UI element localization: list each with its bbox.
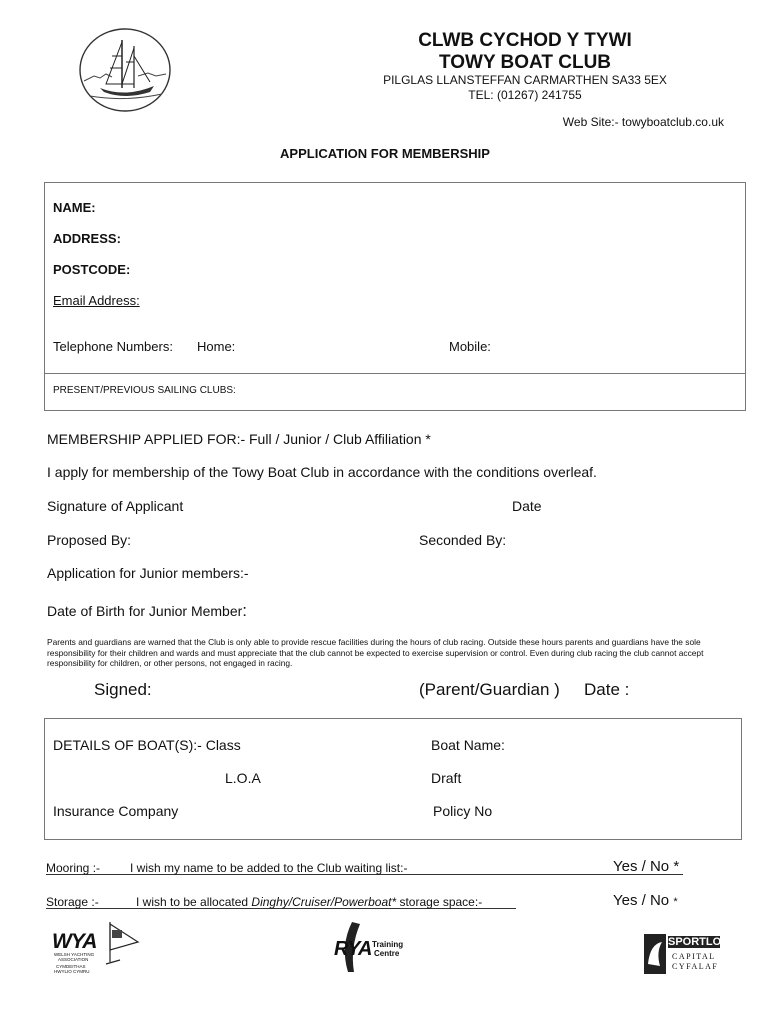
parent-guardian-label: (Parent/Guardian ): [419, 680, 560, 699]
mooring-yes-no: Yes / No *: [613, 858, 680, 875]
form-title: APPLICATION FOR MEMBERSHIP: [280, 146, 490, 161]
policy-number-label: Policy No: [433, 803, 493, 819]
wya-logo-text: WYA: [52, 930, 97, 953]
sportlot-dragon-icon: [644, 934, 666, 974]
rya-training-centre-logo: [330, 920, 412, 976]
storage-yes-no: Yes / No *: [613, 892, 678, 909]
sailing-clubs-label: PRESENT/PREVIOUS SAILING CLUBS:: [53, 385, 236, 396]
mobile-phone-label: Mobile:: [449, 339, 491, 354]
club-address: PILGLAS LLANSTEFFAN CARMARTHEN SA33 5EX: [383, 73, 667, 87]
mooring-label: Mooring :-: [46, 861, 101, 875]
club-telephone: TEL: (01267) 241755: [468, 88, 582, 102]
mooring-text: I wish my name to be added to the Club waiting list:-: [130, 861, 408, 875]
club-ship-logo: [76, 26, 174, 114]
proposed-by-label: Proposed By:: [47, 532, 132, 548]
wya-sub-text: ASSOCIATION: [58, 957, 89, 962]
postcode-label: POSTCODE:: [53, 262, 131, 277]
sportlot-logo: [644, 934, 728, 974]
sportlot-logo-text: SPORTLOT: [668, 936, 728, 948]
membership-applied-for: MEMBERSHIP APPLIED FOR:- Full / Junior / Club Affiliation *: [47, 431, 431, 447]
home-phone-label: Home:: [197, 339, 236, 354]
sportlot-cyfalaf-text: CYFALAF: [672, 962, 719, 971]
storage-text: I wish to be allocated Dinghy/Cruiser/Powerboat* storage space:-: [136, 895, 483, 909]
signature-date-label: Date: [512, 498, 542, 514]
wya-sub-text: WELSH YACHTING: [54, 952, 95, 957]
club-name-english: TOWY BOAT CLUB: [438, 52, 612, 73]
address-label: ADDRESS:: [53, 231, 121, 246]
wya-sub-text: HWYLIO CYMRU: [54, 969, 90, 974]
rya-logo-text: RYA: [334, 938, 372, 960]
guardian-warning-text: Parents and guardians are warned that the Club is only able to provide rescue facilities during the hours of club racing. Outside these hours parents and guardians have the sole responsibility for their children and wards and must appreciate that the club cannot be expected to exercise supervision or control. Even during club racing the club cannot accept responsibility for children, or other persons, not engaged in racing.: [47, 637, 704, 668]
boat-name-label: Boat Name:: [431, 737, 505, 753]
wya-sub-text: CYMDEITHAS: [56, 964, 86, 969]
applicant-details-box: [44, 182, 746, 411]
boat-draft-label: Draft: [431, 770, 462, 786]
guardian-date-label: Date :: [584, 680, 630, 699]
name-label: NAME:: [53, 200, 96, 215]
sportlot-capital-text: CAPITAL: [672, 952, 716, 961]
membership-declaration: I apply for membership of the Towy Boat Club in accordance with the conditions overleaf.: [47, 464, 597, 480]
insurance-company-label: Insurance Company: [53, 803, 179, 819]
wya-logo: [50, 920, 145, 976]
guardian-signed-label: Signed:: [94, 680, 152, 699]
rya-training-text: Training: [372, 940, 404, 949]
storage-label: Storage :-: [46, 895, 99, 909]
club-website: Web Site:- towyboatclub.co.uk: [562, 115, 724, 129]
telephone-label: Telephone Numbers:: [53, 339, 173, 354]
signature-label: Signature of Applicant: [47, 498, 184, 514]
club-name-welsh: CLWB CYCHOD Y TYWI: [418, 30, 632, 51]
email-label: Email Address:: [53, 293, 140, 308]
junior-dob-label: Date of Birth for Junior Member:: [47, 601, 248, 620]
boat-class-label: DETAILS OF BOAT(S):- Class: [53, 737, 241, 753]
seconded-by-label: Seconded By:: [419, 532, 507, 548]
junior-application-label: Application for Junior members:-: [47, 565, 249, 581]
boat-loa-label: L.O.A: [225, 770, 261, 786]
rya-centre-text: Centre: [374, 949, 400, 958]
box-divider: [45, 373, 745, 374]
